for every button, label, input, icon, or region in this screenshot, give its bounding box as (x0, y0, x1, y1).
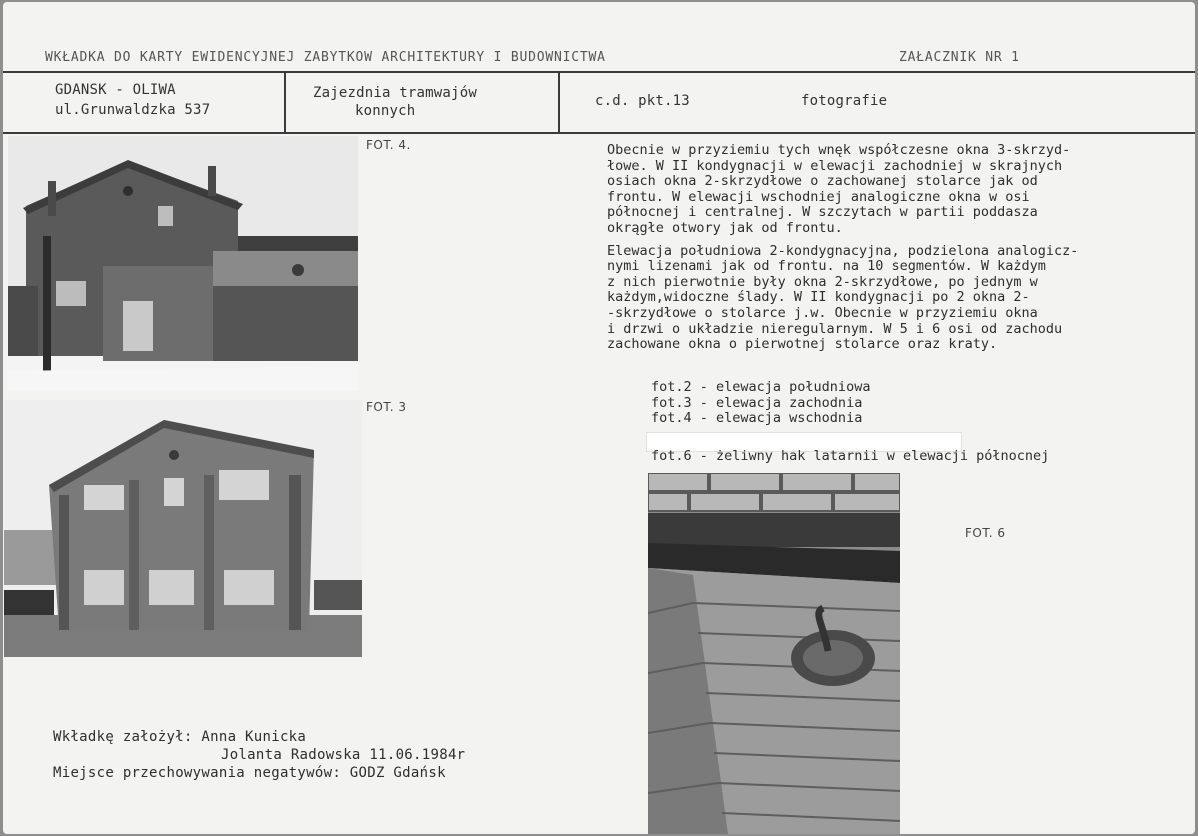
description-block (607, 143, 1078, 353)
caption-fot6: fot.6 - żeliwny hak latarnii w elewacji północnej (651, 448, 1050, 464)
photo-captions (651, 380, 870, 427)
section-label: fotografie (801, 93, 888, 109)
photo-fot4-east-elevation (8, 136, 358, 391)
object-name-line2: konnych (355, 103, 416, 119)
description-line: północnej i centralnej. W szczytach w partii poddasza (607, 204, 1038, 221)
description-line: Obecnie w przyziemiu tych wnęk współczesne okna 3-skrzyd- (607, 142, 1071, 158)
description-line: zachowane okna o pierwotnej stolarce oraz kraty. (607, 336, 998, 353)
location-town: GDANSK - OLIWA (55, 82, 176, 98)
table-top-border (3, 71, 1195, 73)
location-street: ul.Grunwaldzka 537 (55, 102, 211, 118)
description-line: i drzwi o układzie nieregularnym. W 5 i 6 osi od zachodu (607, 320, 1063, 337)
description-line: z nich pierwotnie były okna 2-skrzydłowe, po jednym w (607, 273, 1038, 290)
description-line: nymi lizenami jak od frontu. na 10 segmentów. W każdym (607, 258, 1046, 275)
sheet-title: WKŁADKA DO KARTY EWIDENCYJNEJ ZABYTKOW ARCHITEKTURY I BUDOWNICTWA (45, 50, 606, 65)
compiled-by-second: Jolanta Radowska 11.06.1984r (221, 747, 466, 763)
column-divider (558, 71, 560, 134)
annex-label: ZAŁACZNIK NR 1 (899, 50, 1020, 65)
column-divider (284, 71, 286, 134)
negatives-storage: Miejsce przechowywania negatywów: GODZ Gdańsk (53, 765, 446, 781)
compiled-by: Wkładkę założył: Anna Kunicka (53, 729, 307, 745)
record-sheet (3, 2, 1195, 834)
caption-fot2: fot.2 - elewacja południowa (651, 379, 871, 395)
photo-label-fot6: FOT. 6 (965, 526, 1006, 540)
description-line: Elewacja południowa 2-kondygnacyjna, podzielona analogicz- (607, 242, 1079, 259)
description-line: okrągłe otwory jak od frontu. (607, 219, 843, 236)
object-name-line1: Zajezdnia tramwajów (313, 85, 477, 101)
description-line: -skrzydłowe o stolarce j.w. Obecnie w przyziemiu okna (607, 304, 1038, 321)
description-line: frontu. W elewacji wschodniej analogiczne okna w osi (607, 188, 1030, 205)
photo-fot6-lamp-hook (648, 473, 900, 834)
photo-label-fot3: FOT. 3 (366, 400, 407, 414)
caption-fot3: fot.3 - elewacja zachodnia (651, 394, 863, 411)
caption-fot4: fot.4 - elewacja wschodnia (651, 410, 863, 427)
table-bottom-border (3, 132, 1195, 134)
description-line: łowe. W II kondygnacji w elewacji zachodniej w skrajnych (607, 157, 1063, 174)
description-line: osiach okna 2-skrzydłowe o zachowanej stolarce jak od (607, 173, 1038, 190)
photo-label-fot4: FOT. 4. (366, 138, 411, 152)
description-line: każdym,widoczne ślady. W II kondygnacji po 2 okna 2- (607, 289, 1030, 306)
photo-fot3-west-elevation (4, 400, 362, 657)
reference-point: c.d. pkt.13 (595, 93, 690, 109)
